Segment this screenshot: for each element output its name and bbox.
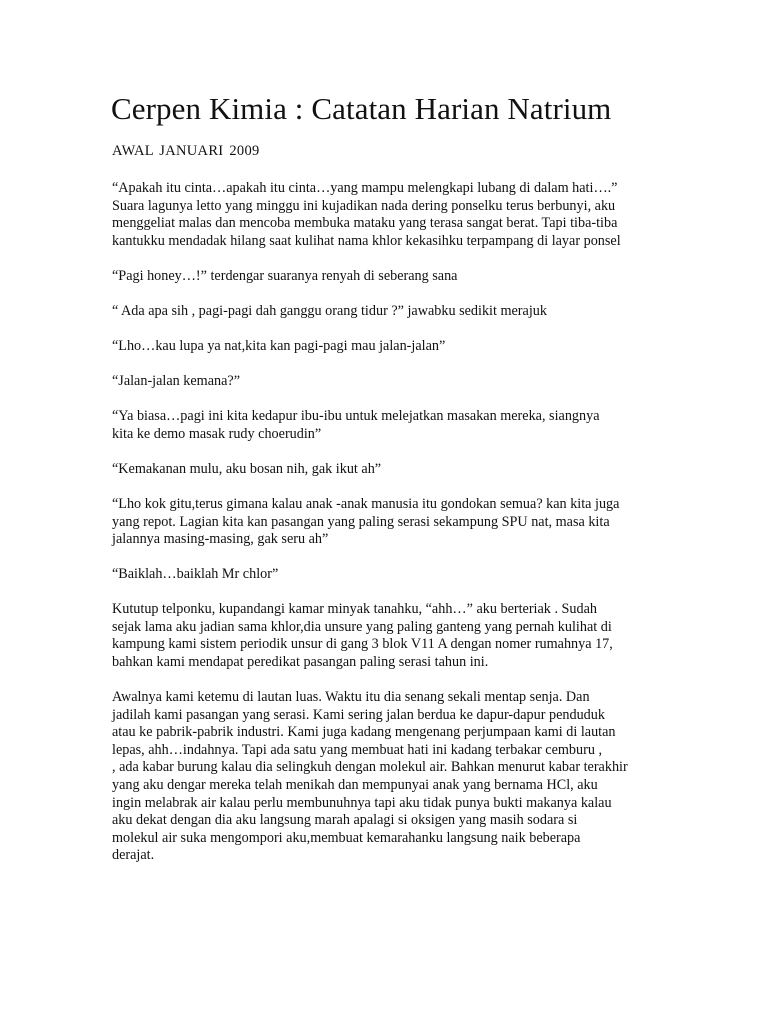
story-paragraph xyxy=(112,689,672,865)
paragraph-line: “Pagi honey…!” terdengar suaranya renyah di seberang sana xyxy=(112,268,458,284)
story-paragraph xyxy=(112,180,672,250)
story-paragraph xyxy=(112,496,672,549)
paragraph-line: “Lho kok gitu,terus gimana kalau anak -anak manusia itu gondokan semua? kan kita juga xyxy=(112,496,620,512)
date-heading: AWAL JANUARI 2009 xyxy=(112,143,260,159)
paragraph-line: menggeliat malas dan mencoba membuka mataku yang terasa sangat berat. Tapi tiba-tiba xyxy=(112,215,618,232)
paragraph-line: lepas, ahh…indahnya. Tapi ada satu yang membuat hati ini kadang terbakar cemburu , xyxy=(112,741,603,758)
paragraph-line: jadilah kami pasangan yang serasi. Kami sering jalan berdua ke dapur-dapur penduduk xyxy=(112,706,605,723)
paragraph-line: “ Ada apa sih , pagi-pagi dah ganggu orang tidur ?” jawabku sedikit merajuk xyxy=(112,303,547,319)
story-paragraph xyxy=(112,338,672,356)
paragraph-line: aku dekat dengan dia aku langsung marah apalagi si oksigen yang masih sodara si xyxy=(112,812,578,829)
story-paragraph xyxy=(112,461,672,479)
paragraph-line: derajat. xyxy=(112,847,155,864)
paragraph-line: yang repot. Lagian kita kan pasangan yang paling serasi sekampung SPU nat, masa kita xyxy=(112,513,610,530)
paragraph-line: Kututup telponku, kupandangi kamar minyak tanahku, “ahh…” aku berteriak . Sudah xyxy=(112,601,598,617)
paragraph-line: Suara lagunya letto yang minggu ini kujadikan nada dering ponselku terus berbunyi, aku xyxy=(112,197,616,214)
story-paragraph xyxy=(112,303,672,321)
story-paragraph xyxy=(112,373,672,391)
paragraph-line: kita ke demo masak rudy choerudin” xyxy=(112,425,322,442)
paragraph-line: “Ya biasa…pagi ini kita kedapur ibu-ibu untuk melejatkan masakan mereka, siangnya xyxy=(112,408,600,424)
paragraph-line: “Baiklah…baiklah Mr chlor” xyxy=(112,566,279,582)
paragraph-line: kantukku mendadak hilang saat kulihat nama khlor kekasihku terpampang di layar ponsel xyxy=(112,232,621,249)
paragraph-line: yang aku dengar mereka telah menikah dan mempunyai anak yang bernama HCl, aku xyxy=(112,776,598,793)
paragraph-line: Awalnya kami ketemu di lautan luas. Waktu itu dia senang sekali mentap senja. Dan xyxy=(112,689,590,705)
paragraph-line: “Kemakanan mulu, aku bosan nih, gak ikut ah” xyxy=(112,461,382,477)
paragraph-line: ingin melabrak air kalau perlu membunuhnya tapi aku tidak punya bukti makanya kalau xyxy=(112,794,612,811)
story-paragraph xyxy=(112,408,672,443)
story-paragraph xyxy=(112,566,672,584)
story-title: Cerpen Kimia : Catatan Harian Natrium xyxy=(111,91,612,126)
paragraph-line: sejak lama aku jadian sama khlor,dia unsure yang paling ganteng yang pernah kulihat di xyxy=(112,618,612,635)
paragraph-line: “Lho…kau lupa ya nat,kita kan pagi-pagi mau jalan-jalan” xyxy=(112,338,446,354)
paragraph-line: molekul air suka mengompori aku,membuat kemarahanku langsung naik beberapa xyxy=(112,829,581,846)
paragraph-line: “Apakah itu cinta…apakah itu cinta…yang mampu melengkapi lubang di dalam hati….” xyxy=(112,180,618,196)
paragraph-line: bahkan kami mendapat peredikat pasangan paling serasi tahun ini. xyxy=(112,653,489,670)
story-paragraph xyxy=(112,601,672,671)
paragraph-line: “Jalan-jalan kemana?” xyxy=(112,373,240,389)
paragraph-line: kampung kami sistem periodik unsur di gang 3 blok V11 A dengan nomer rumahnya 17, xyxy=(112,636,613,653)
story-paragraph xyxy=(112,268,672,286)
paragraph-line: atau ke pabrik-pabrik industri. Kami juga kadang mengenang perjumpaan kami di lautan xyxy=(112,724,616,741)
paragraph-line: , ada kabar burung kalau dia selingkuh dengan molekul air. Bahkan menurut kabar terakhir xyxy=(112,759,628,776)
paragraph-line: jalannya masing-masing, gak seru ah” xyxy=(112,531,329,548)
